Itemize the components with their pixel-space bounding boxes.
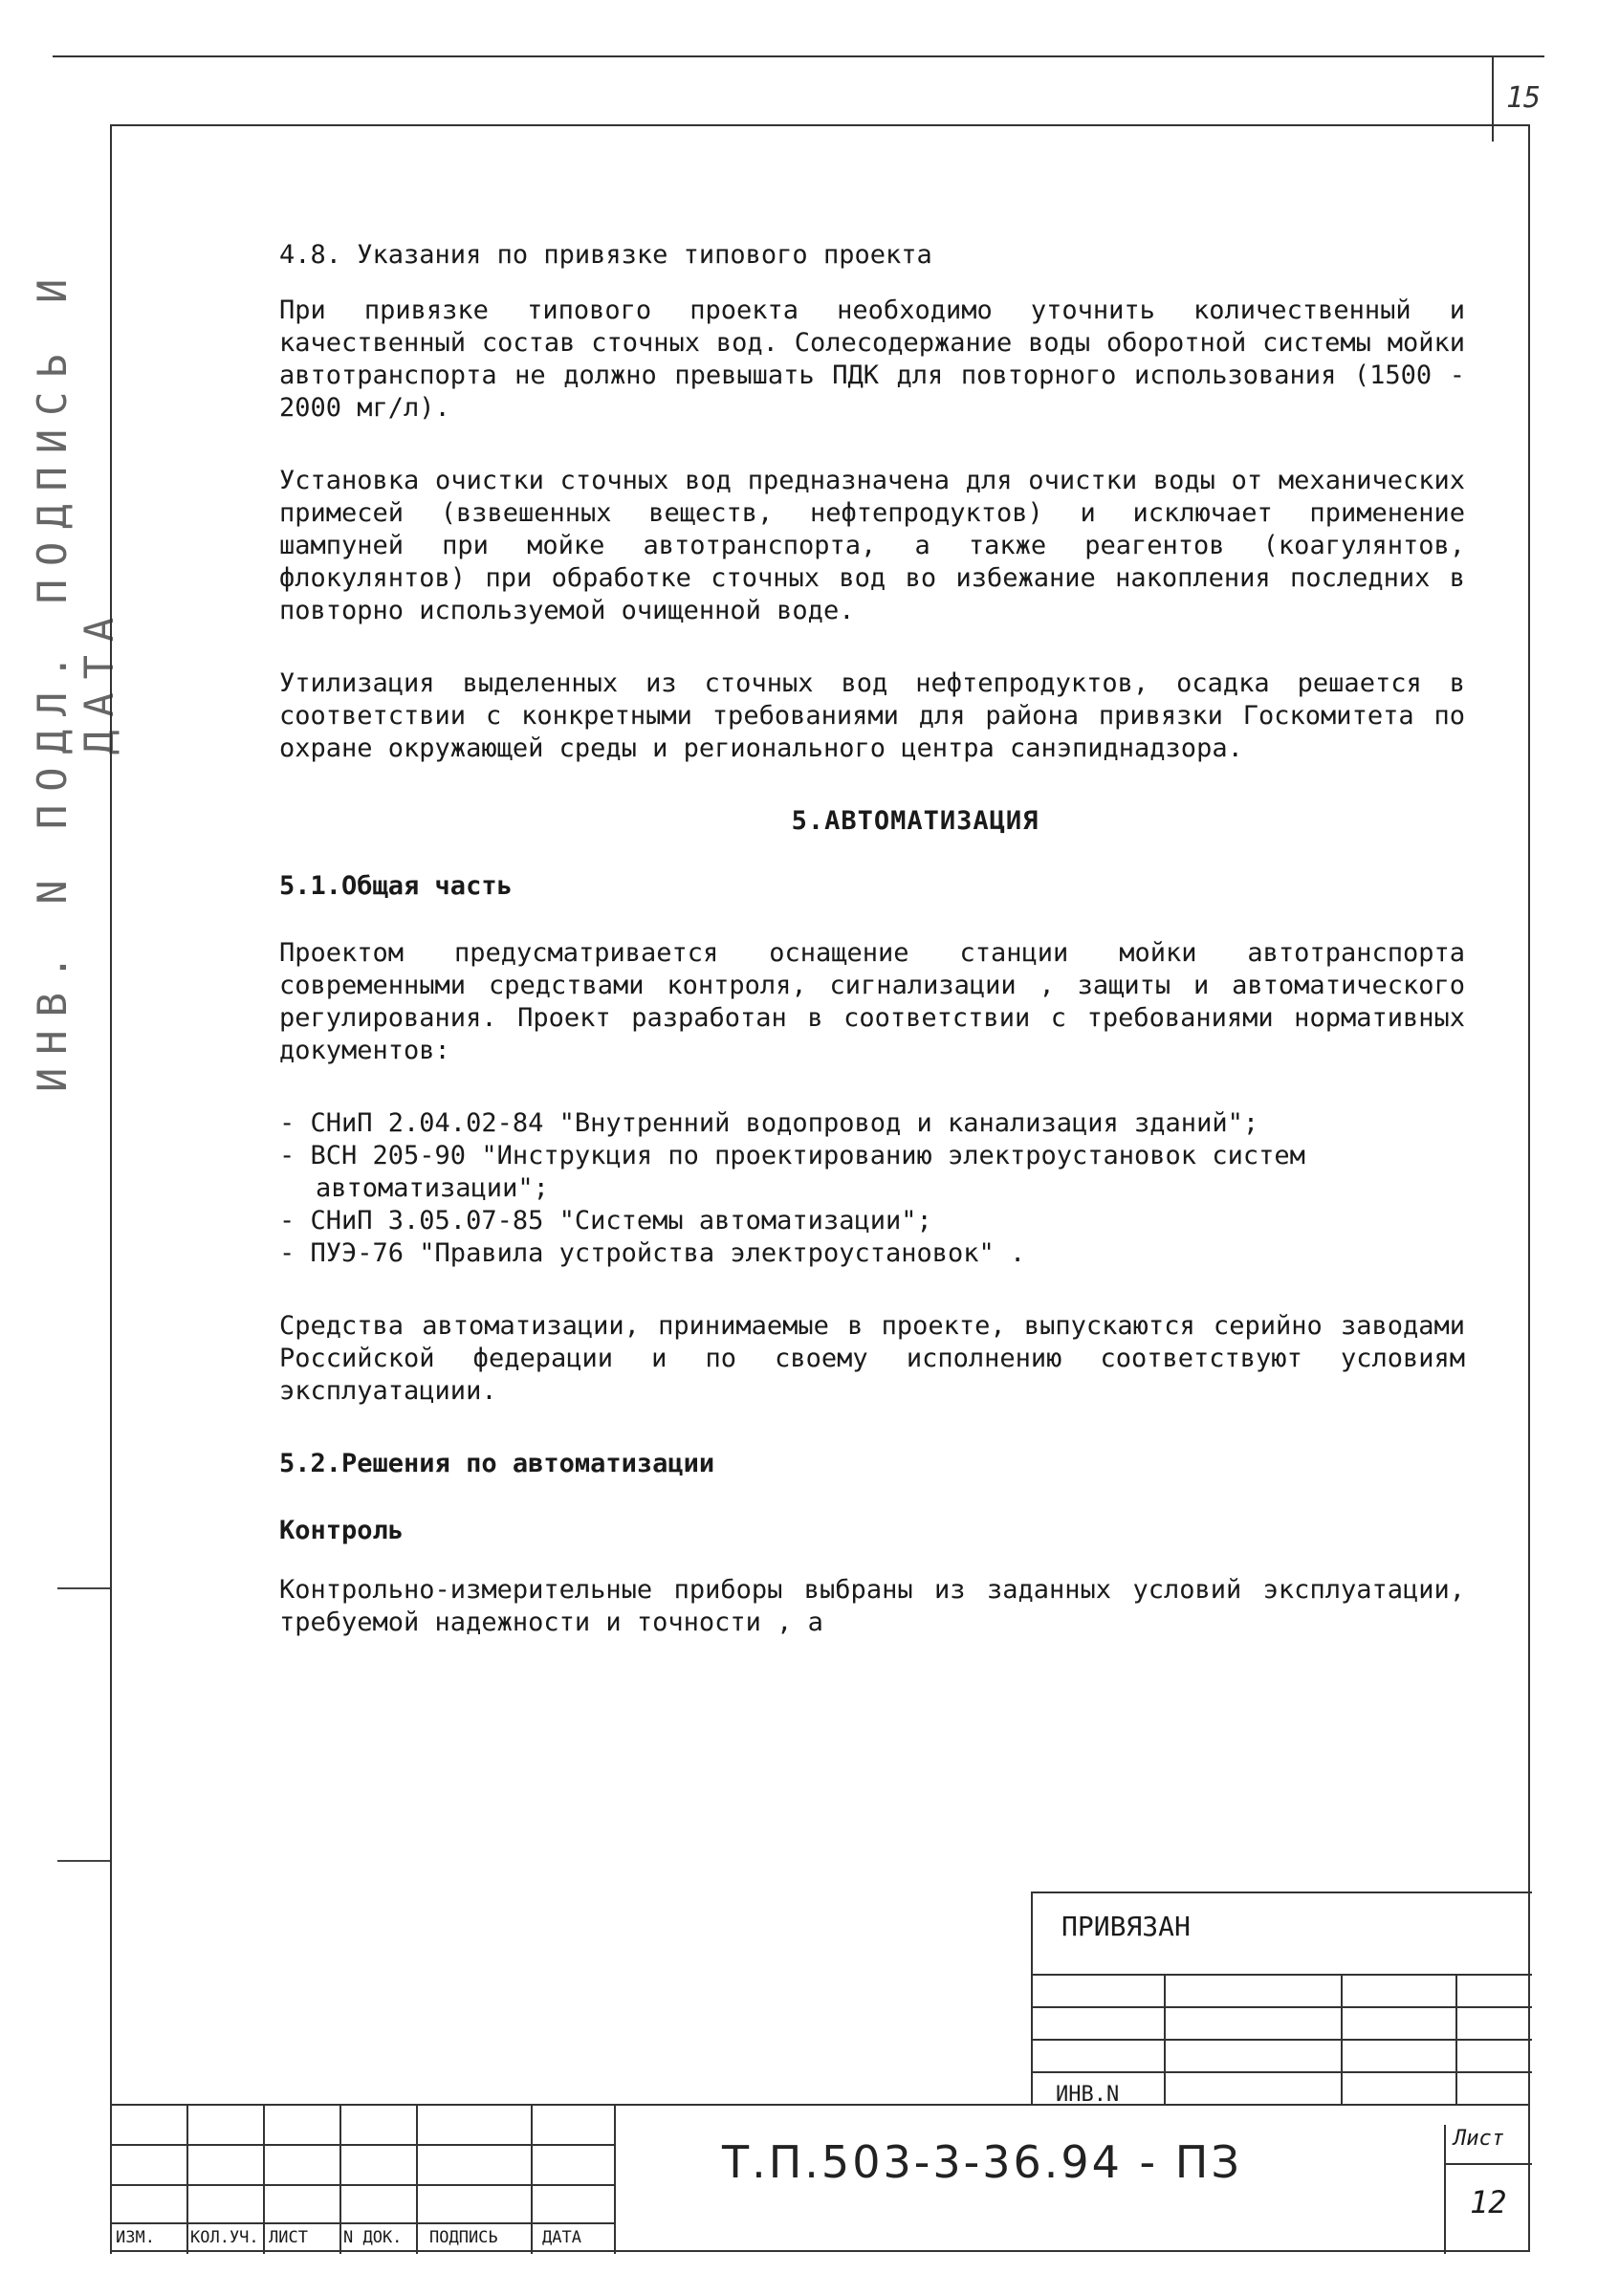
section-5-title: 5.АВТОМАТИЗАЦИЯ [791,806,1039,836]
inv-number-label: ИНВ.N [1056,2083,1120,2107]
side-tick [57,1860,110,1862]
column-label: ИЗМ. [116,2228,155,2247]
top-sheet-number: 15 [1506,81,1542,115]
normative-docs-list [279,1107,1465,1270]
title-block-line [339,2106,341,2254]
list-item: - ВСН 205-90 "Инструкция по проектированию электроустановок систем автоматизации"; [279,1141,1305,1203]
document-code: Т.П.503-3-36.94 - ПЗ [722,2136,1242,2188]
stamp-line [1455,1974,1457,2106]
title-block [110,2104,1530,2254]
column-label: ЛИСТ [269,2228,308,2247]
privyazan-label: ПРИВЯЗАН [1061,1911,1191,1942]
title-block-line [531,2106,533,2254]
list-item: - СНиП 3.05.07-85 "Системы автоматизации"; [279,1206,932,1235]
sheet-label: Лист [1454,2127,1504,2151]
stamp-line [1164,1974,1166,2106]
binding-stamp [1031,1891,1532,2106]
sheet-box [1444,2125,1532,2254]
paragraph: При привязке типового проекта необходимо уточнить количественный и качественный состав сточных вод. Солесодержание воды оборотной системы мойки автотранспорта не должно превышать ПДК для повторного использования (1500 - 2000 мг/л). [279,295,1465,423]
stamp-line [1341,1974,1343,2106]
side-stamp-text: ИНВ. N ПОДЛ. ПОДПИСЬ И ДАТА [29,265,122,1093]
title-block-line [263,2106,265,2254]
paragraph: Установка очистки сточных вод предназначена для очистки воды от механических примесей (взвешенных веществ, нефтепродуктов) и исключает применение шампуней при мойке автотранспорта, а также реагентов (коагулянтов, флокулянтов) при обработке сточных вод во избежание накопления последних в повторно используемой очищенной воде. [279,466,1465,625]
sheet-number: 12 [1470,2184,1507,2220]
title-block-line [186,2106,188,2254]
title-block-line [614,2106,616,2254]
side-tick [57,1587,110,1589]
control-subheading: Контроль [279,1516,405,1545]
page-content [279,239,1465,1679]
paragraph: Средства автоматизации, принимаемые в проекте, выпускаются серийно заводами Российской федерации и по своему исполнению соответствуют условиям эксплуатациии. [279,1311,1465,1406]
column-label: ДАТА [542,2228,581,2247]
title-block-line [110,2106,112,2254]
column-label: ПОДПИСЬ [429,2228,498,2247]
section-4-8-heading: 4.8. Указания по привязке типового проекта [279,240,932,270]
list-item: - ПУЭ-76 "Правила устройства электроустановок" . [279,1238,1026,1268]
paragraph: Контрольно-измерительные приборы выбраны из заданных условий эксплуатации, требуемой надежности и точности , а [279,1575,1465,1637]
column-label: КОЛ.УЧ. [190,2228,259,2247]
list-item: - СНиП 2.04.02-84 "Внутренний водопровод и канализация зданий"; [279,1108,1259,1138]
sheet-box-line [1446,2163,1532,2165]
paragraph: Проектом предусматривается оснащение станции мойки автотранспорта современными средствами контроля, сигнализации , защиты и автоматического регулирования. Проект разработан в соответствии с требованиями нормативных документов: [279,938,1465,1065]
paragraph: Утилизация выделенных из сточных вод нефтепродуктов, осадка решается в соответствии с конкретными требованиями для района привязки Госкомитета по охране окружающей среды и регионального центра санэпиднадзора. [279,668,1465,763]
outer-frame-top-line [53,55,1544,57]
subsection-5-1-title: 5.1.Общая часть [279,871,513,901]
subsection-5-2-title: 5.2.Решения по автоматизации [279,1449,715,1478]
column-label: N ДОК. [343,2228,403,2247]
title-block-line [416,2106,418,2254]
